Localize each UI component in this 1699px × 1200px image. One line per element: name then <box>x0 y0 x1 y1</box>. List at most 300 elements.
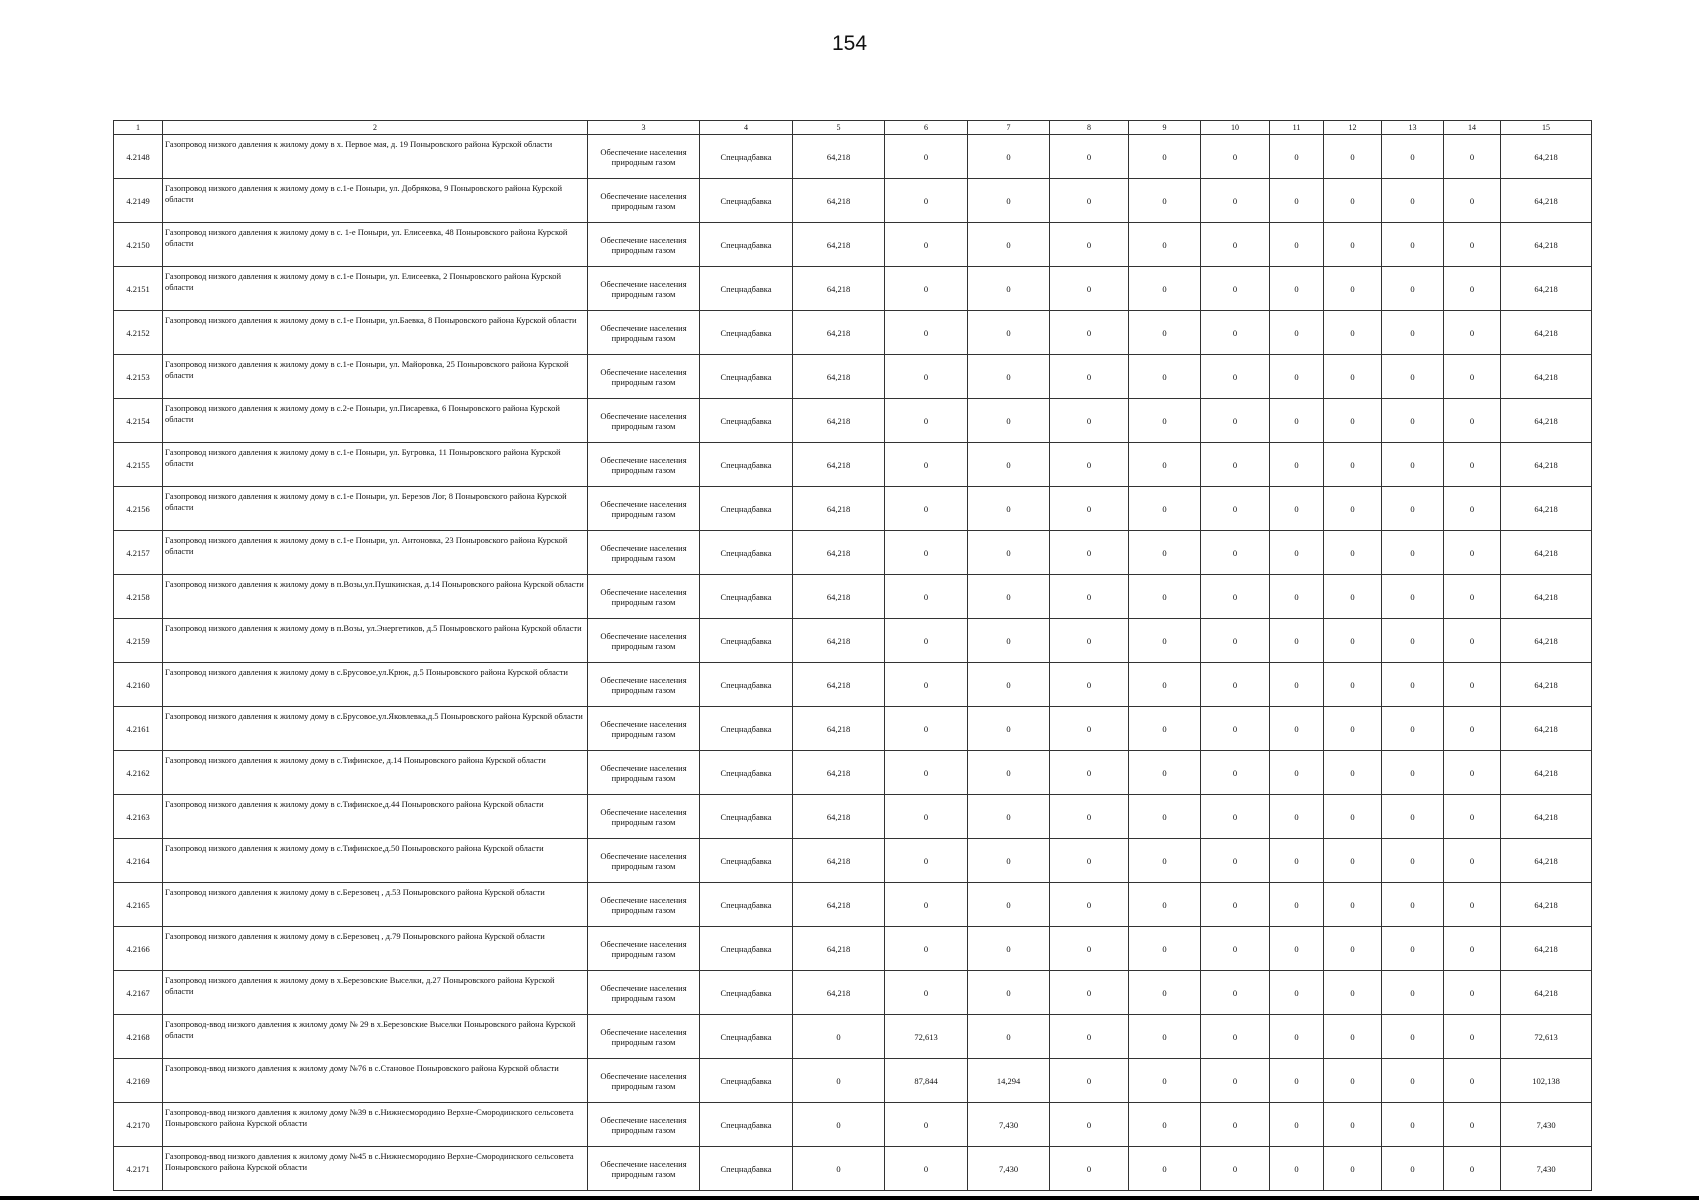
cell-c8: 0 <box>1050 663 1129 707</box>
cell-description: Газопровод низкого давления к жилому дому в с.Березовец , д.79 Поныровского района Курской области <box>163 927 588 971</box>
cell-c12: 0 <box>1324 487 1382 531</box>
cell-c5: 0 <box>793 1059 885 1103</box>
cell-c9: 0 <box>1129 971 1201 1015</box>
cell-c14: 0 <box>1444 707 1501 751</box>
cell-c5: 64,218 <box>793 399 885 443</box>
cell-description: Газопровод низкого давления к жилому дому в с.1-е Поныри, ул. Майоровка, 25 Поныровского района Курской области <box>163 355 588 399</box>
cell-c14: 0 <box>1444 399 1501 443</box>
cell-c7: 0 <box>968 663 1050 707</box>
cell-c15: 64,218 <box>1501 399 1592 443</box>
cell-purpose: Обеспечение населения природным газом <box>588 1103 700 1147</box>
cell-c10: 0 <box>1201 399 1270 443</box>
cell-source: Спецнадбавка <box>700 531 793 575</box>
column-header-11: 11 <box>1270 121 1324 135</box>
cell-c5: 64,218 <box>793 663 885 707</box>
cell-c5: 0 <box>793 1015 885 1059</box>
cell-c8: 0 <box>1050 531 1129 575</box>
table-row <box>114 399 1592 443</box>
cell-id: 4.2154 <box>114 399 163 443</box>
cell-c7: 0 <box>968 443 1050 487</box>
cell-c8: 0 <box>1050 223 1129 267</box>
cell-c8: 0 <box>1050 487 1129 531</box>
cell-c5: 0 <box>793 1147 885 1191</box>
cell-c15: 64,218 <box>1501 751 1592 795</box>
cell-c15: 102,138 <box>1501 1059 1592 1103</box>
table-row <box>114 531 1592 575</box>
cell-c12: 0 <box>1324 619 1382 663</box>
cell-source: Спецнадбавка <box>700 135 793 179</box>
cell-c9: 0 <box>1129 751 1201 795</box>
cell-description: Газопровод низкого давления к жилому дому в с.Брусовое,ул.Яковлевка,д.5 Поныровского района Курской области <box>163 707 588 751</box>
cell-purpose: Обеспечение населения природным газом <box>588 267 700 311</box>
cell-c15: 64,218 <box>1501 839 1592 883</box>
cell-c10: 0 <box>1201 443 1270 487</box>
table-row <box>114 663 1592 707</box>
cell-c11: 0 <box>1270 971 1324 1015</box>
cell-c9: 0 <box>1129 795 1201 839</box>
cell-source: Спецнадбавка <box>700 751 793 795</box>
cell-c6: 0 <box>885 135 968 179</box>
cell-c9: 0 <box>1129 443 1201 487</box>
cell-source: Спецнадбавка <box>700 663 793 707</box>
cell-c5: 64,218 <box>793 531 885 575</box>
cell-c12: 0 <box>1324 1059 1382 1103</box>
table-row <box>114 883 1592 927</box>
cell-c12: 0 <box>1324 707 1382 751</box>
cell-c9: 0 <box>1129 1103 1201 1147</box>
cell-description: Газопровод низкого давления к жилому дому в с.Тифинское,д.44 Поныровского района Курской области <box>163 795 588 839</box>
cell-c5: 64,218 <box>793 575 885 619</box>
cell-c13: 0 <box>1382 223 1444 267</box>
cell-c11: 0 <box>1270 839 1324 883</box>
table-row <box>114 1015 1592 1059</box>
cell-source: Спецнадбавка <box>700 355 793 399</box>
cell-c15: 72,613 <box>1501 1015 1592 1059</box>
cell-c8: 0 <box>1050 751 1129 795</box>
cell-c10: 0 <box>1201 179 1270 223</box>
table-header-row <box>114 121 1592 135</box>
cell-purpose: Обеспечение населения природным газом <box>588 751 700 795</box>
cell-c13: 0 <box>1382 1103 1444 1147</box>
cell-c5: 64,218 <box>793 267 885 311</box>
cell-c9: 0 <box>1129 531 1201 575</box>
cell-c15: 64,218 <box>1501 707 1592 751</box>
cell-purpose: Обеспечение населения природным газом <box>588 1015 700 1059</box>
cell-c12: 0 <box>1324 971 1382 1015</box>
cell-c10: 0 <box>1201 1147 1270 1191</box>
cell-c11: 0 <box>1270 619 1324 663</box>
cell-id: 4.2165 <box>114 883 163 927</box>
cell-c9: 0 <box>1129 1059 1201 1103</box>
cell-source: Спецнадбавка <box>700 179 793 223</box>
cell-c7: 0 <box>968 355 1050 399</box>
cell-id: 4.2148 <box>114 135 163 179</box>
cell-description: Газопровод низкого давления к жилому дому в х. Первое мая, д. 19 Поныровского района Курской области <box>163 135 588 179</box>
cell-purpose: Обеспечение населения природным газом <box>588 795 700 839</box>
cell-c5: 64,218 <box>793 707 885 751</box>
cell-c14: 0 <box>1444 575 1501 619</box>
table-row <box>114 1059 1592 1103</box>
cell-c7: 0 <box>968 135 1050 179</box>
cell-c10: 0 <box>1201 1103 1270 1147</box>
cell-c5: 64,218 <box>793 135 885 179</box>
column-header-2: 2 <box>163 121 588 135</box>
cell-c12: 0 <box>1324 179 1382 223</box>
cell-c9: 0 <box>1129 311 1201 355</box>
cell-source: Спецнадбавка <box>700 1015 793 1059</box>
cell-c7: 0 <box>968 575 1050 619</box>
cell-c7: 0 <box>968 795 1050 839</box>
cell-c11: 0 <box>1270 663 1324 707</box>
cell-c8: 0 <box>1050 1147 1129 1191</box>
cell-c7: 0 <box>968 399 1050 443</box>
cell-c12: 0 <box>1324 1147 1382 1191</box>
cell-c7: 0 <box>968 707 1050 751</box>
cell-c11: 0 <box>1270 575 1324 619</box>
cell-c11: 0 <box>1270 707 1324 751</box>
cell-c8: 0 <box>1050 135 1129 179</box>
table-row <box>114 267 1592 311</box>
cell-purpose: Обеспечение населения природным газом <box>588 839 700 883</box>
cell-c14: 0 <box>1444 971 1501 1015</box>
cell-description: Газопровод низкого давления к жилому дому в п.Возы, ул.Энергетиков, д.5 Поныровского района Курской области <box>163 619 588 663</box>
cell-c13: 0 <box>1382 1059 1444 1103</box>
cell-purpose: Обеспечение населения природным газом <box>588 619 700 663</box>
cell-c14: 0 <box>1444 1103 1501 1147</box>
cell-c13: 0 <box>1382 1147 1444 1191</box>
cell-c8: 0 <box>1050 839 1129 883</box>
cell-c13: 0 <box>1382 179 1444 223</box>
cell-c6: 0 <box>885 619 968 663</box>
cell-c12: 0 <box>1324 1015 1382 1059</box>
cell-c8: 0 <box>1050 399 1129 443</box>
cell-c11: 0 <box>1270 751 1324 795</box>
cell-c7: 0 <box>968 179 1050 223</box>
cell-c9: 0 <box>1129 223 1201 267</box>
cell-c10: 0 <box>1201 311 1270 355</box>
cell-c5: 64,218 <box>793 839 885 883</box>
cell-c13: 0 <box>1382 971 1444 1015</box>
cell-c8: 0 <box>1050 575 1129 619</box>
cell-c7: 7,430 <box>968 1147 1050 1191</box>
cell-c9: 0 <box>1129 487 1201 531</box>
cell-c5: 0 <box>793 1103 885 1147</box>
cell-c14: 0 <box>1444 355 1501 399</box>
cell-c14: 0 <box>1444 311 1501 355</box>
cell-id: 4.2153 <box>114 355 163 399</box>
cell-c8: 0 <box>1050 311 1129 355</box>
column-header-8: 8 <box>1050 121 1129 135</box>
table-row <box>114 707 1592 751</box>
cell-description: Газопровод низкого давления к жилому дому в с.Березовец , д.53 Поныровского района Курской области <box>163 883 588 927</box>
cell-c8: 0 <box>1050 883 1129 927</box>
cell-c9: 0 <box>1129 839 1201 883</box>
cell-c10: 0 <box>1201 883 1270 927</box>
cell-description: Газопровод низкого давления к жилому дому в п.Возы,ул.Пушкинская, д.14 Поныровского района Курской области <box>163 575 588 619</box>
cell-id: 4.2152 <box>114 311 163 355</box>
cell-c5: 64,218 <box>793 883 885 927</box>
cell-c5: 64,218 <box>793 443 885 487</box>
cell-c12: 0 <box>1324 311 1382 355</box>
table-row <box>114 223 1592 267</box>
cell-source: Спецнадбавка <box>700 487 793 531</box>
cell-id: 4.2159 <box>114 619 163 663</box>
cell-c9: 0 <box>1129 575 1201 619</box>
cell-c7: 14,294 <box>968 1059 1050 1103</box>
cell-c15: 64,218 <box>1501 179 1592 223</box>
cell-c10: 0 <box>1201 575 1270 619</box>
cell-c6: 0 <box>885 927 968 971</box>
cell-c10: 0 <box>1201 135 1270 179</box>
cell-c15: 7,430 <box>1501 1147 1592 1191</box>
cell-id: 4.2158 <box>114 575 163 619</box>
cell-c11: 0 <box>1270 795 1324 839</box>
table-row <box>114 311 1592 355</box>
cell-c10: 0 <box>1201 927 1270 971</box>
cell-c15: 64,218 <box>1501 267 1592 311</box>
cell-description: Газопровод низкого давления к жилому дому в с.Тифинское, д.14 Поныровского района Курской области <box>163 751 588 795</box>
cell-c15: 64,218 <box>1501 795 1592 839</box>
cell-source: Спецнадбавка <box>700 1147 793 1191</box>
cell-source: Спецнадбавка <box>700 223 793 267</box>
cell-c7: 0 <box>968 971 1050 1015</box>
cell-c5: 64,218 <box>793 223 885 267</box>
cell-c12: 0 <box>1324 927 1382 971</box>
cell-source: Спецнадбавка <box>700 619 793 663</box>
cell-c15: 64,218 <box>1501 443 1592 487</box>
cell-c11: 0 <box>1270 311 1324 355</box>
cell-purpose: Обеспечение населения природным газом <box>588 135 700 179</box>
cell-c11: 0 <box>1270 355 1324 399</box>
cell-c15: 64,218 <box>1501 663 1592 707</box>
cell-id: 4.2156 <box>114 487 163 531</box>
cell-c12: 0 <box>1324 355 1382 399</box>
cell-c12: 0 <box>1324 135 1382 179</box>
cell-c14: 0 <box>1444 1015 1501 1059</box>
cell-purpose: Обеспечение населения природным газом <box>588 179 700 223</box>
column-header-12: 12 <box>1324 121 1382 135</box>
cell-c12: 0 <box>1324 531 1382 575</box>
cell-id: 4.2149 <box>114 179 163 223</box>
cell-c6: 0 <box>885 267 968 311</box>
cell-c15: 64,218 <box>1501 575 1592 619</box>
cell-description: Газопровод-ввод низкого давления к жилому дому № 29 в х.Березовские Выселки Поныровского района Курской области <box>163 1015 588 1059</box>
cell-c6: 0 <box>885 443 968 487</box>
cell-c8: 0 <box>1050 707 1129 751</box>
cell-c10: 0 <box>1201 267 1270 311</box>
cell-source: Спецнадбавка <box>700 1059 793 1103</box>
column-header-10: 10 <box>1201 121 1270 135</box>
cell-purpose: Обеспечение населения природным газом <box>588 223 700 267</box>
cell-c8: 0 <box>1050 619 1129 663</box>
table-row <box>114 355 1592 399</box>
cell-description: Газопровод-ввод низкого давления к жилому дому №39 в с.Нижнесмородино Верхне-Смородинского сельсовета Поныровского района Курской области <box>163 1103 588 1147</box>
cell-id: 4.2169 <box>114 1059 163 1103</box>
cell-c12: 0 <box>1324 223 1382 267</box>
cell-c15: 64,218 <box>1501 971 1592 1015</box>
table-row <box>114 751 1592 795</box>
cell-c11: 0 <box>1270 1147 1324 1191</box>
cell-c10: 0 <box>1201 1015 1270 1059</box>
cell-c7: 0 <box>968 531 1050 575</box>
cell-c5: 64,218 <box>793 619 885 663</box>
cell-c13: 0 <box>1382 531 1444 575</box>
cell-id: 4.2167 <box>114 971 163 1015</box>
table-row <box>114 839 1592 883</box>
cell-description: Газопровод низкого давления к жилому дому в с.Тифинское,д.50 Поныровского района Курской области <box>163 839 588 883</box>
cell-id: 4.2163 <box>114 795 163 839</box>
cell-c7: 0 <box>968 883 1050 927</box>
page-number: 154 <box>831 32 868 55</box>
cell-source: Спецнадбавка <box>700 707 793 751</box>
cell-c13: 0 <box>1382 1015 1444 1059</box>
column-header-3: 3 <box>588 121 700 135</box>
cell-c5: 64,218 <box>793 179 885 223</box>
cell-description: Газопровод низкого давления к жилому дому в с.1-е Поныри, ул. Березов Лог, 8 Поныровского района Курской области <box>163 487 588 531</box>
cell-c13: 0 <box>1382 839 1444 883</box>
cell-c5: 64,218 <box>793 311 885 355</box>
cell-id: 4.2166 <box>114 927 163 971</box>
cell-c7: 0 <box>968 267 1050 311</box>
table-row <box>114 927 1592 971</box>
table-row <box>114 971 1592 1015</box>
cell-c14: 0 <box>1444 751 1501 795</box>
cell-c5: 64,218 <box>793 751 885 795</box>
cell-c10: 0 <box>1201 663 1270 707</box>
cell-c15: 64,218 <box>1501 223 1592 267</box>
cell-c9: 0 <box>1129 179 1201 223</box>
cell-description: Газопровод низкого давления к жилому дому в с.2-е Поныри, ул.Писаревка, 6 Поныровского района Курской области <box>163 399 588 443</box>
cell-c9: 0 <box>1129 619 1201 663</box>
cell-id: 4.2170 <box>114 1103 163 1147</box>
cell-c7: 0 <box>968 839 1050 883</box>
cell-c10: 0 <box>1201 487 1270 531</box>
cell-c7: 0 <box>968 223 1050 267</box>
cell-c7: 0 <box>968 1015 1050 1059</box>
column-header-14: 14 <box>1444 121 1501 135</box>
cell-c14: 0 <box>1444 795 1501 839</box>
cell-description: Газопровод-ввод низкого давления к жилому дому №45 в с.Нижнесмородино Верхне-Смородинского сельсовета Поныровского района Курской области <box>163 1147 588 1191</box>
cell-description: Газопровод низкого давления к жилому дому в с.1-е Поныри, ул. Елисеевка, 2 Поныровского района Курской области <box>163 267 588 311</box>
cell-source: Спецнадбавка <box>700 399 793 443</box>
cell-c12: 0 <box>1324 751 1382 795</box>
cell-c6: 0 <box>885 311 968 355</box>
cell-c13: 0 <box>1382 619 1444 663</box>
cell-c14: 0 <box>1444 663 1501 707</box>
cell-c6: 0 <box>885 839 968 883</box>
cell-purpose: Обеспечение населения природным газом <box>588 443 700 487</box>
cell-c5: 64,218 <box>793 927 885 971</box>
cell-c8: 0 <box>1050 971 1129 1015</box>
cell-c13: 0 <box>1382 311 1444 355</box>
cell-source: Спецнадбавка <box>700 927 793 971</box>
cell-source: Спецнадбавка <box>700 311 793 355</box>
cell-c6: 0 <box>885 487 968 531</box>
cell-c14: 0 <box>1444 179 1501 223</box>
cell-c7: 0 <box>968 751 1050 795</box>
cell-purpose: Обеспечение населения природным газом <box>588 311 700 355</box>
cell-purpose: Обеспечение населения природным газом <box>588 399 700 443</box>
cell-c13: 0 <box>1382 355 1444 399</box>
table-row <box>114 135 1592 179</box>
cell-c13: 0 <box>1382 883 1444 927</box>
cell-source: Спецнадбавка <box>700 795 793 839</box>
investment-table <box>113 120 1592 1191</box>
cell-source: Спецнадбавка <box>700 443 793 487</box>
cell-c10: 0 <box>1201 223 1270 267</box>
cell-source: Спецнадбавка <box>700 839 793 883</box>
cell-c13: 0 <box>1382 267 1444 311</box>
cell-c10: 0 <box>1201 751 1270 795</box>
cell-c6: 0 <box>885 1147 968 1191</box>
cell-c15: 64,218 <box>1501 135 1592 179</box>
cell-c11: 0 <box>1270 443 1324 487</box>
table-body <box>114 135 1592 1191</box>
cell-c9: 0 <box>1129 927 1201 971</box>
cell-c12: 0 <box>1324 1103 1382 1147</box>
cell-purpose: Обеспечение населения природным газом <box>588 575 700 619</box>
column-header-15: 15 <box>1501 121 1592 135</box>
cell-c11: 0 <box>1270 179 1324 223</box>
cell-purpose: Обеспечение населения природным газом <box>588 1147 700 1191</box>
cell-c9: 0 <box>1129 1015 1201 1059</box>
cell-c10: 0 <box>1201 971 1270 1015</box>
cell-c5: 64,218 <box>793 971 885 1015</box>
cell-c13: 0 <box>1382 795 1444 839</box>
cell-c15: 64,218 <box>1501 487 1592 531</box>
cell-id: 4.2160 <box>114 663 163 707</box>
cell-c9: 0 <box>1129 267 1201 311</box>
cell-source: Спецнадбавка <box>700 883 793 927</box>
cell-source: Спецнадбавка <box>700 971 793 1015</box>
cell-id: 4.2168 <box>114 1015 163 1059</box>
cell-c8: 0 <box>1050 443 1129 487</box>
cell-c6: 0 <box>885 531 968 575</box>
cell-c13: 0 <box>1382 751 1444 795</box>
cell-c11: 0 <box>1270 1015 1324 1059</box>
table-row <box>114 179 1592 223</box>
cell-source: Спецнадбавка <box>700 1103 793 1147</box>
cell-c12: 0 <box>1324 399 1382 443</box>
cell-c6: 0 <box>885 575 968 619</box>
table-row <box>114 619 1592 663</box>
column-header-7: 7 <box>968 121 1050 135</box>
cell-c6: 0 <box>885 663 968 707</box>
cell-c8: 0 <box>1050 355 1129 399</box>
cell-purpose: Обеспечение населения природным газом <box>588 487 700 531</box>
cell-c15: 64,218 <box>1501 355 1592 399</box>
cell-c8: 0 <box>1050 1059 1129 1103</box>
cell-c9: 0 <box>1129 135 1201 179</box>
cell-c6: 0 <box>885 795 968 839</box>
cell-c10: 0 <box>1201 355 1270 399</box>
cell-c14: 0 <box>1444 927 1501 971</box>
cell-c6: 0 <box>885 883 968 927</box>
cell-c11: 0 <box>1270 223 1324 267</box>
cell-c11: 0 <box>1270 1103 1324 1147</box>
column-header-1: 1 <box>114 121 163 135</box>
cell-c6: 0 <box>885 707 968 751</box>
cell-c15: 64,218 <box>1501 531 1592 575</box>
cell-c8: 0 <box>1050 179 1129 223</box>
column-header-6: 6 <box>885 121 968 135</box>
column-header-9: 9 <box>1129 121 1201 135</box>
cell-purpose: Обеспечение населения природным газом <box>588 707 700 751</box>
cell-c13: 0 <box>1382 575 1444 619</box>
cell-c15: 64,218 <box>1501 311 1592 355</box>
cell-c7: 0 <box>968 487 1050 531</box>
cell-c5: 64,218 <box>793 795 885 839</box>
